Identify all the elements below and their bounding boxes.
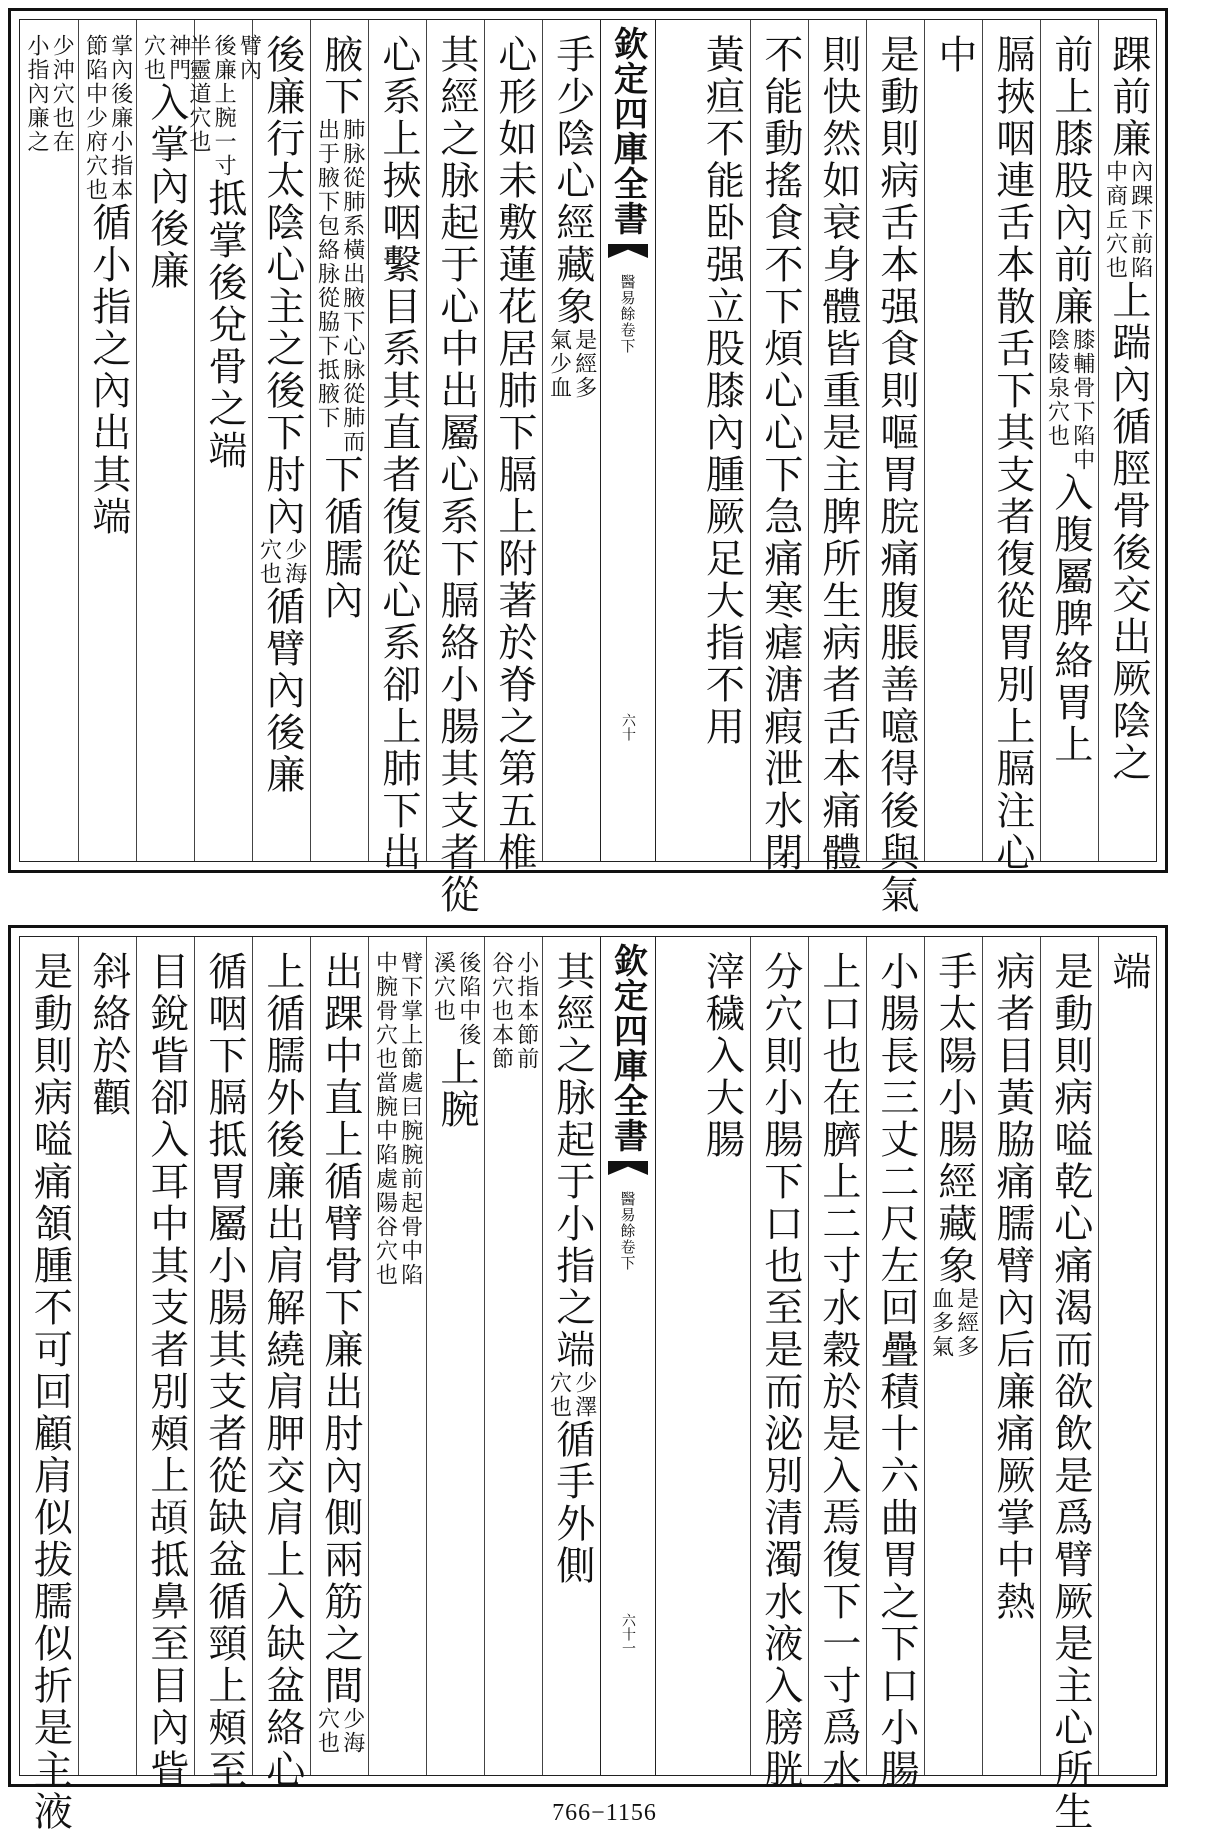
- annotation-line: 少澤: [571, 1371, 597, 1419]
- main-text-continued: 循臂內後廉: [259, 586, 305, 796]
- fish-tail-mark-icon: [608, 244, 648, 266]
- annotation-line: 出于腋下包絡脉從脇下抵腋下: [314, 118, 340, 430]
- text-column: [866, 20, 924, 916]
- main-text: 其經之脉起于小指之端: [549, 951, 595, 1371]
- upper-page-frame: [19, 19, 1157, 916]
- main-text: 滓穢入大腸: [699, 951, 745, 1161]
- annotation-note: [372, 951, 423, 1287]
- text-column: [808, 20, 866, 874]
- text-column: [368, 20, 426, 874]
- annotation-line: 穴也: [140, 34, 166, 82]
- main-text: 循咽下膈抵胃屬小腸其支者從缺盆循頸上頰至: [201, 951, 247, 1791]
- annotation-line: 小指內廉之: [24, 34, 49, 154]
- annotation-line: 臂下掌上節處曰腕腕前起骨中陷: [397, 951, 423, 1287]
- book-name: 醫易餘: [618, 1191, 637, 1239]
- text-column: [866, 937, 924, 1791]
- text-column: [924, 937, 982, 1775]
- annotation-line: 氣少血: [546, 328, 572, 400]
- annotation-line: 是經多: [571, 328, 597, 400]
- archive-page-number: 766−1156: [552, 1800, 657, 1826]
- annotation-note: [1102, 160, 1153, 280]
- annotation-line: 後廉上腕一寸: [211, 34, 237, 178]
- main-text: 是動則病舌本强食則嘔胃脘痛腹脹善噫得後與氣: [873, 34, 919, 916]
- main-text: 上循臑外後廉出肩解繞肩胛交肩上入缺盆絡心: [259, 951, 305, 1791]
- annotation-note: [256, 538, 307, 586]
- text-column: [310, 937, 368, 1775]
- text-column: [692, 20, 750, 861]
- main-text: 上口也在臍上二寸水穀於是入焉復下一寸爲水: [815, 951, 861, 1791]
- main-text: 則快然如衰身體皆重是主脾所生病者舌本痛體: [815, 34, 861, 874]
- lower-left-half: [20, 937, 600, 1833]
- text-column: [1098, 937, 1156, 1775]
- main-text: 分穴則小腸下口也至是而泌別清濁水液入膀胱: [757, 951, 803, 1791]
- text-column: [20, 20, 78, 861]
- annotation-note: [314, 118, 365, 454]
- main-text: 小腸長三丈二尺左回疊積十六曲胃之下口小腸: [873, 951, 919, 1791]
- annotation-line: 半靈道穴也: [185, 34, 211, 154]
- text-column: [1098, 20, 1156, 861]
- fish-tail-mark-icon: [608, 1161, 648, 1183]
- main-text-continued: 上踹內循脛骨後交出厥陰之: [1105, 280, 1151, 784]
- annotation-note: [430, 951, 481, 1047]
- annotation-line: 溪穴也: [430, 951, 456, 1023]
- text-column: [20, 937, 78, 1833]
- annotation-note: [546, 328, 597, 400]
- annotation-line: 小指本節前: [513, 951, 539, 1071]
- upper-left-half: [20, 20, 600, 916]
- text-column: [194, 937, 252, 1791]
- annotation-note: [546, 1371, 597, 1419]
- main-text: 中: [931, 34, 977, 76]
- text-column: [426, 937, 484, 1775]
- main-text: 後廉行太陰心主之後下肘內: [259, 34, 305, 538]
- annotation-line: 少沖穴也在: [49, 34, 75, 154]
- text-column: [542, 20, 600, 861]
- text-column: [542, 937, 600, 1775]
- main-text-continued: 上腕: [433, 1047, 479, 1131]
- text-column: [426, 20, 484, 916]
- annotation-line: 穴也: [256, 538, 282, 586]
- annotation-note: [82, 34, 133, 202]
- text-column: [185, 20, 262, 861]
- annotation-note: [488, 951, 539, 1071]
- annotation-note: [928, 1287, 979, 1359]
- main-text: 出踝中直上循臂骨下廉出肘內側兩筋之間: [317, 951, 363, 1707]
- main-text: 前上膝股內前廉: [1047, 34, 1093, 328]
- text-column: [368, 937, 426, 1775]
- main-text-continued: 抵掌後兌骨之端: [201, 178, 247, 472]
- annotation-line: 臂內: [236, 34, 262, 82]
- main-text: 手少陰心經藏象: [549, 34, 595, 328]
- text-column: [484, 20, 542, 874]
- text-column: [136, 20, 194, 861]
- annotation-line: 少海: [281, 538, 307, 586]
- annotation-note: [186, 34, 262, 178]
- text-column: [692, 937, 750, 1775]
- annotation-line: 穴也: [546, 1371, 572, 1419]
- main-text: 不能動搖食不下煩心心下急痛寒瘧溏瘕泄水閉: [757, 34, 803, 874]
- annotation-line: 中腕骨穴也當腕中陷處陽谷穴也: [372, 951, 398, 1287]
- annotation-line: 膝輔骨下陷中: [1069, 328, 1095, 472]
- annotation-line: 後陷中後: [455, 951, 481, 1047]
- main-text-continued: 入掌內後廉: [143, 82, 189, 292]
- text-column: [78, 20, 136, 861]
- text-column: [924, 20, 982, 861]
- annotation-line: 血多氣: [928, 1287, 954, 1359]
- annotation-line: 少海: [339, 1707, 365, 1755]
- upper-right-half: [656, 20, 1156, 916]
- main-text-continued: 下循臑內: [317, 454, 363, 622]
- book-title: 欽定四庫全書: [607, 26, 648, 236]
- main-text-continued: 循小指之內出其端: [85, 202, 131, 538]
- annotation-line: 中商丘穴也: [1102, 160, 1128, 280]
- annotation-line: 節陷中少府穴也: [82, 34, 108, 202]
- annotation-line: 內踝下前陷: [1127, 160, 1153, 280]
- annotation-note: [1044, 328, 1095, 472]
- volume-label: 卷下: [618, 1239, 637, 1271]
- main-text: 斜絡於顴: [85, 951, 131, 1119]
- main-text: 端: [1105, 951, 1151, 993]
- annotation-line: 掌內後廉小指本: [107, 34, 133, 202]
- main-text: 黃疸不能卧强立股膝內腫厥足大指不用: [699, 34, 745, 748]
- main-text: 心形如未敷蓮花居肺下膈上附著於脊之第五椎: [491, 34, 537, 874]
- text-column: [78, 937, 136, 1775]
- text-column: [136, 937, 194, 1791]
- text-column: [982, 20, 1040, 874]
- main-text-continued: 入腹屬脾絡胃上: [1047, 472, 1093, 766]
- annotation-line: 陰陵泉穴也: [1044, 328, 1070, 448]
- main-text: 是動則病嗌乾心痛渴而欲飲是爲臂厥是主心所生: [1047, 951, 1093, 1833]
- lower-right-half: [656, 937, 1156, 1833]
- lower-center-column: [600, 937, 656, 1775]
- text-column: [750, 20, 808, 874]
- text-column: [310, 20, 368, 861]
- annotation-line: 神門: [165, 34, 191, 82]
- main-text-continued: 循手外側: [549, 1419, 595, 1587]
- volume-label: 卷下: [618, 322, 637, 354]
- main-text: 其經之脉起于心中出屬心系下膈絡小腸其支者從: [433, 34, 479, 916]
- book-title: 欽定四庫全書: [607, 943, 648, 1153]
- main-text: 腋下: [317, 34, 363, 118]
- annotation-note: [140, 34, 191, 82]
- main-text: 病者目黃脇痛臑臂內后廉痛厥掌中熱: [989, 951, 1035, 1623]
- text-column: [982, 937, 1040, 1775]
- text-column: [808, 937, 866, 1791]
- annotation-note: [24, 34, 75, 154]
- main-text: 是動則病嗌痛頷腫不可回顧肩似拔臑似折是主液: [27, 951, 73, 1833]
- book-name: 醫易餘: [618, 274, 637, 322]
- main-text: 心系上挾咽繫目系其直者復從心系卻上肺下出: [375, 34, 421, 874]
- text-column: [750, 937, 808, 1791]
- page-number: 六十一: [620, 1613, 636, 1655]
- annotation-line: 谷穴也本節: [488, 951, 514, 1071]
- main-text: 踝前廉: [1105, 34, 1151, 160]
- annotation-note: [314, 1707, 365, 1755]
- annotation-line: 是經多: [953, 1287, 979, 1359]
- page-number: 六十: [620, 713, 636, 741]
- text-column: [484, 937, 542, 1775]
- annotation-line: 肺脉從肺系橫出腋下心脉從肺而: [339, 118, 365, 454]
- upper-page: [8, 8, 1168, 916]
- upper-center-column: [600, 20, 656, 861]
- main-text: 目銳眥卻入耳中其支者別頰上𩑶抵鼻至目內眥: [143, 951, 189, 1791]
- main-text: 手太陽小腸經藏象: [931, 951, 977, 1287]
- annotation-line: 穴也: [314, 1707, 340, 1755]
- text-column: [1040, 20, 1098, 861]
- text-column: [252, 937, 310, 1791]
- text-column: [1040, 937, 1098, 1833]
- main-text: 膈挾咽連舌本散舌下其支者復從胃別上膈注心: [989, 34, 1035, 874]
